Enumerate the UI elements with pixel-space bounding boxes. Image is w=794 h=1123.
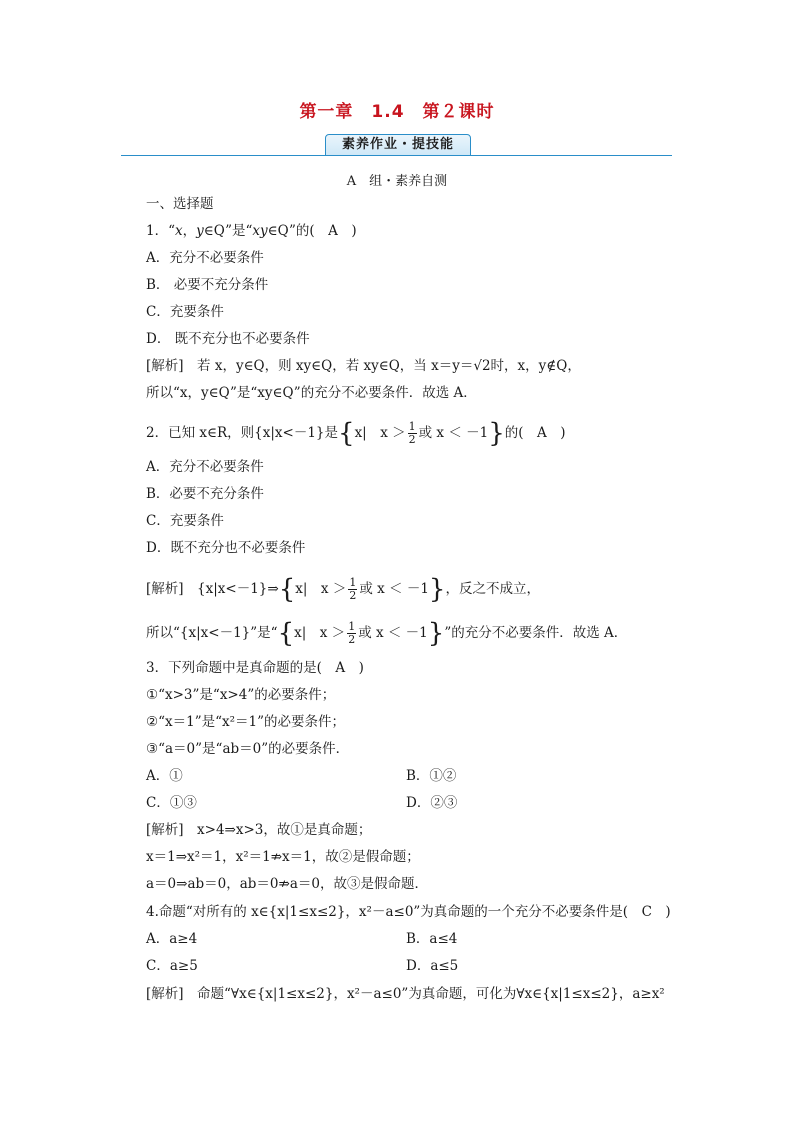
question-1-option-c: C．充要条件 (146, 304, 224, 320)
group-title: A 组・素养自测 (346, 174, 448, 189)
question-4-stem: 4.命题“对所有的 x∈{x|1≤x≤2}，x²－a≤0”为真命题的一个充分不必要条件是( C ) (146, 904, 671, 920)
question-2-stem: 2．已知 x∈R，则{x|x<－1}是{x| x ＞ $\frac{1}{2}$ 或 x ＜ －1}的( A ) (146, 418, 566, 449)
question-2-option-c: C．充要条件 (146, 513, 224, 529)
question-3-analysis-1: [解析] x>4⇒x>3，故①是真命题； (146, 822, 372, 838)
question-3-option-c: C．①③ (146, 795, 197, 811)
question-4-option-d: D．a≤5 (406, 958, 459, 974)
question-4-option-c: C．a≥5 (146, 958, 198, 974)
question-3-analysis-3: a＝0⇒ab＝0，ab＝0⇏a＝0，故③是假命题． (146, 876, 428, 892)
question-3-item-2: ②“x＝1”是“x²＝1”的必要条件； (146, 714, 346, 730)
question-1-option-b: B． 必要不充分条件 (146, 277, 269, 293)
question-2-option-a: A．充分不必要条件 (146, 459, 264, 475)
header-divider (121, 155, 672, 156)
question-3-option-a: A．① (146, 768, 183, 784)
question-2-analysis: [解析] {x|x<－1}⇒{x| x ＞ $\frac{1}{2}$ 或 x ＜ －1}，反之不成立， (146, 574, 540, 605)
question-1-option-a: A．充分不必要条件 (146, 250, 264, 266)
question-1-option-d: D． 既不充分也不必要条件 (146, 331, 310, 347)
question-4-analysis: [解析] 命题“∀x∈{x|1≤x≤2}，x²－a≤0”为真命题，可化为∀x∈{x|1≤x≤2}，a≥x² (146, 986, 665, 1002)
question-3-item-3: ③“a＝0”是“ab＝0”的必要条件． (146, 741, 350, 757)
section-heading: 一、选择题 (146, 196, 214, 212)
question-2-conclusion: 所以“{x|x<－1}”是“{x| x ＞ $\frac{1}{2}$ 或 x ＜ －1}”的充分不必要条件．故选 A． (146, 618, 628, 649)
section-banner: 素养作业・提技能 (325, 134, 471, 156)
question-4-option-a: A．a≥4 (146, 931, 198, 947)
question-3-option-b: B．①② (406, 768, 457, 784)
question-3-stem: 3．下列命题中是真命题的是( A ) (146, 660, 364, 676)
question-2-option-b: B．必要不充分条件 (146, 486, 264, 502)
question-4-option-b: B．a≤4 (406, 931, 458, 947)
page-title: 第一章 1.4 第２课时 (299, 102, 495, 122)
question-2-option-d: D．既不充分也不必要条件 (146, 540, 306, 556)
question-3-option-d: D．②③ (406, 795, 458, 811)
question-3-analysis-2: x＝1⇒x²＝1，x²＝1⇏x＝1，故②是假命题； (146, 849, 420, 865)
question-1-conclusion: 所以“x，y∈Q”是“xy∈Q”的充分不必要条件．故选 A． (146, 385, 477, 401)
question-1-stem: 1．“x，y∈Q”是“xy∈Q”的( A ) (146, 223, 357, 239)
question-3-item-1: ①“x>3”是“x>4”的必要条件； (146, 687, 336, 703)
question-1-analysis: [解析] 若 x，y∈Q，则 xy∈Q，若 xy∈Q，当 x＝y＝√2时，x，y∉Q， (146, 358, 581, 374)
